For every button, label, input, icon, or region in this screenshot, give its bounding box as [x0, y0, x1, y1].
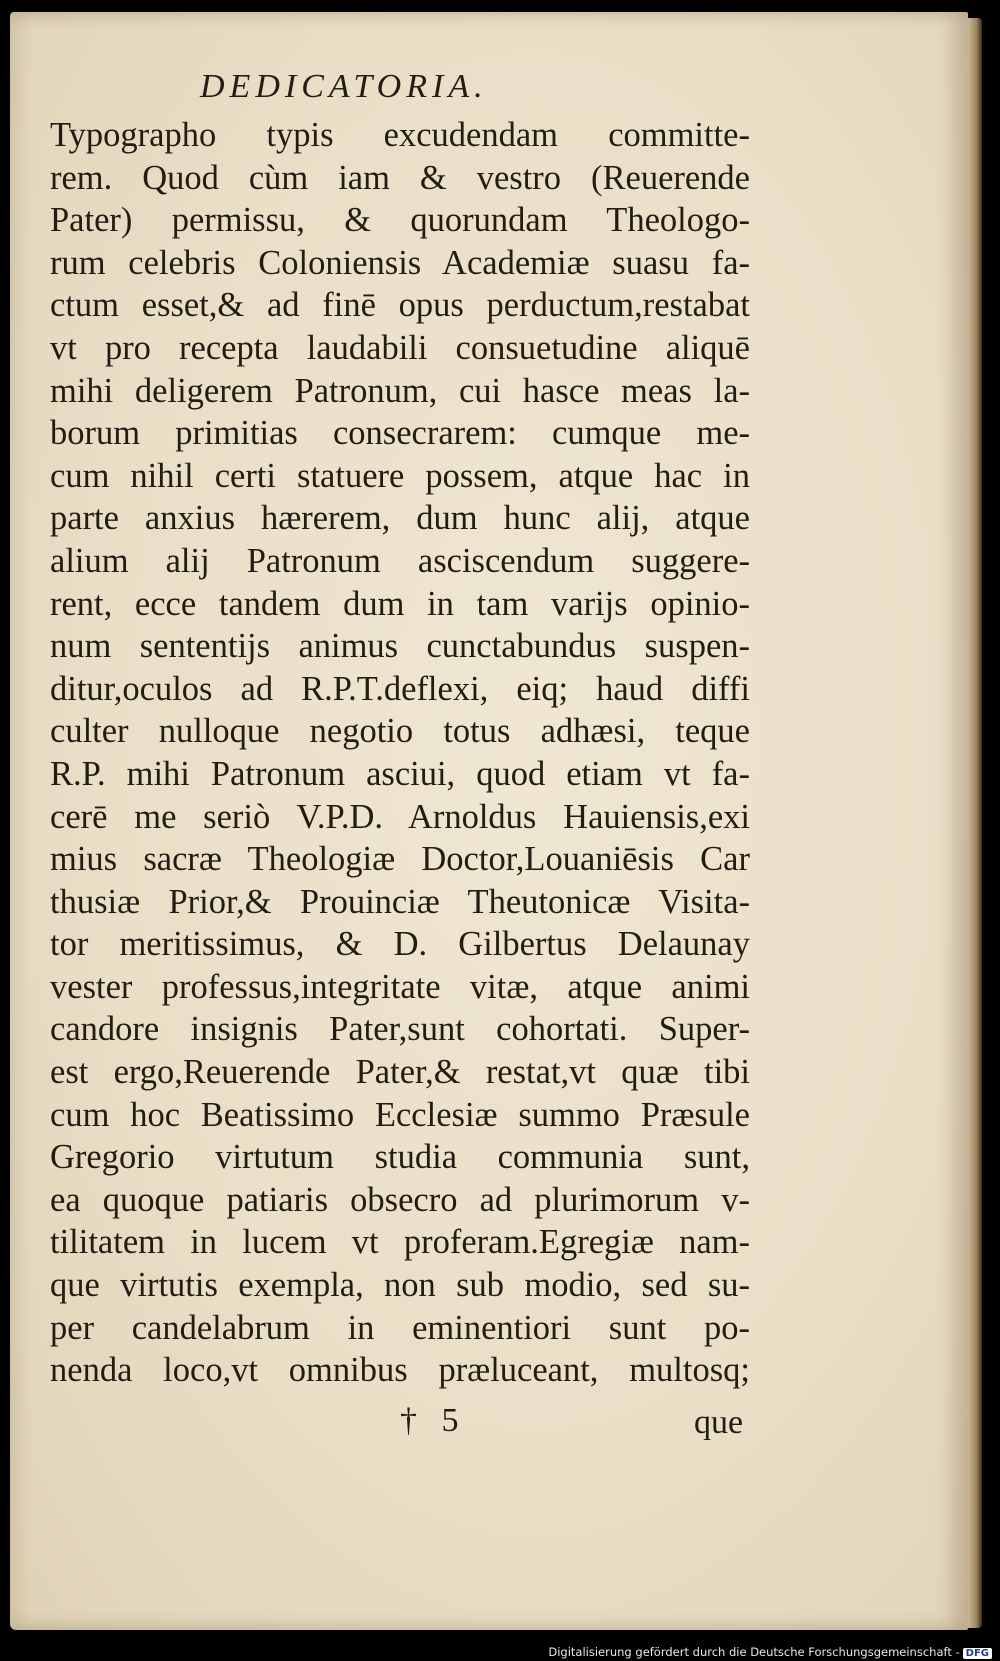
text-line: vester professus,integritate vitæ, atque animi [50, 967, 750, 1006]
text-line: tor meritissimus, & D. Gilbertus Delaunay [50, 925, 750, 964]
text-line: nenda loco,vt omnibus præluceant, multosq; [50, 1351, 750, 1390]
text-line: tilitatem in lucem vt proferam.Egregiæ nam- [50, 1223, 750, 1262]
text-line: Pater) permissu, & quorundam Theologo- [50, 201, 750, 240]
catchword: que [694, 1404, 744, 1441]
running-head: DEDICATORIA. [200, 68, 488, 105]
text-line: alium alij Patronum asciscendum suggere- [50, 541, 750, 580]
signature-mark: † 5 [400, 1402, 467, 1439]
text-line: candore insignis Pater,sunt cohortati. Super- [50, 1010, 750, 1049]
text-line: ditur,oculos ad R.P.T.deflexi, eiq; haud diffi [50, 669, 750, 708]
digitization-credit [548, 1645, 992, 1659]
credit-text: Digitalisierung gefördert durch die Deutsche Forschungsgemeinschaft - [548, 1645, 960, 1659]
dfg-logo: DFG [963, 1648, 992, 1659]
text-line: rum celebris Coloniensis Academiæ suasu fa- [50, 243, 750, 282]
text-line: Gregorio virtutum studia communia sunt, [50, 1138, 750, 1177]
text-line: per candelabrum in eminentiori sunt po- [50, 1308, 750, 1347]
text-line: culter nulloque negotio totus adhæsi, teque [50, 712, 750, 751]
text-line: vt pro recepta laudabili consuetudine aliquē [50, 328, 750, 367]
text-line: cum nihil certi statuere possem, atque hac in [50, 456, 750, 495]
text-line: ea quoque patiaris obsecro ad plurimorum v- [50, 1180, 750, 1219]
text-line: mius sacræ Theologiæ Doctor,Louaniēsis Car [50, 840, 750, 879]
text-line: thusiæ Prior,& Prouinciæ Theutonicæ Visita- [50, 882, 750, 921]
page-edge [968, 18, 982, 1628]
text-line: rent, ecce tandem dum in tam varijs opinio- [50, 584, 750, 623]
text-line: mihi deligerem Patronum, cui hasce meas la- [50, 371, 750, 410]
text-line: ctum esset,& ad finē opus perductum,restabat [50, 286, 750, 325]
text-line: cum hoc Beatissimo Ecclesiæ summo Præsule [50, 1095, 750, 1134]
text-line: parte anxius hærerem, dum hunc alij, atque [50, 499, 750, 538]
text-line: Typographo typis excudendam committe- [50, 116, 750, 154]
body-text [50, 114, 750, 1392]
text-line: est ergo,Reuerende Pater,& restat,vt quæ tibi [50, 1053, 750, 1092]
text-line: que virtutis exempla, non sub modio, sed su- [50, 1266, 750, 1305]
text-line: num sententijs animus cunctabundus suspen- [50, 627, 750, 666]
text-line: rem. Quod cùm iam & vestro (Reuerende [50, 158, 750, 197]
text-line: borum primitias consecrarem: cumque me- [50, 414, 750, 453]
text-line: R.P. mihi Patronum asciui, quod etiam vt fa- [50, 754, 750, 793]
text-line: cerē me seriò V.P.D. Arnoldus Hauiensis,exi [50, 797, 750, 836]
